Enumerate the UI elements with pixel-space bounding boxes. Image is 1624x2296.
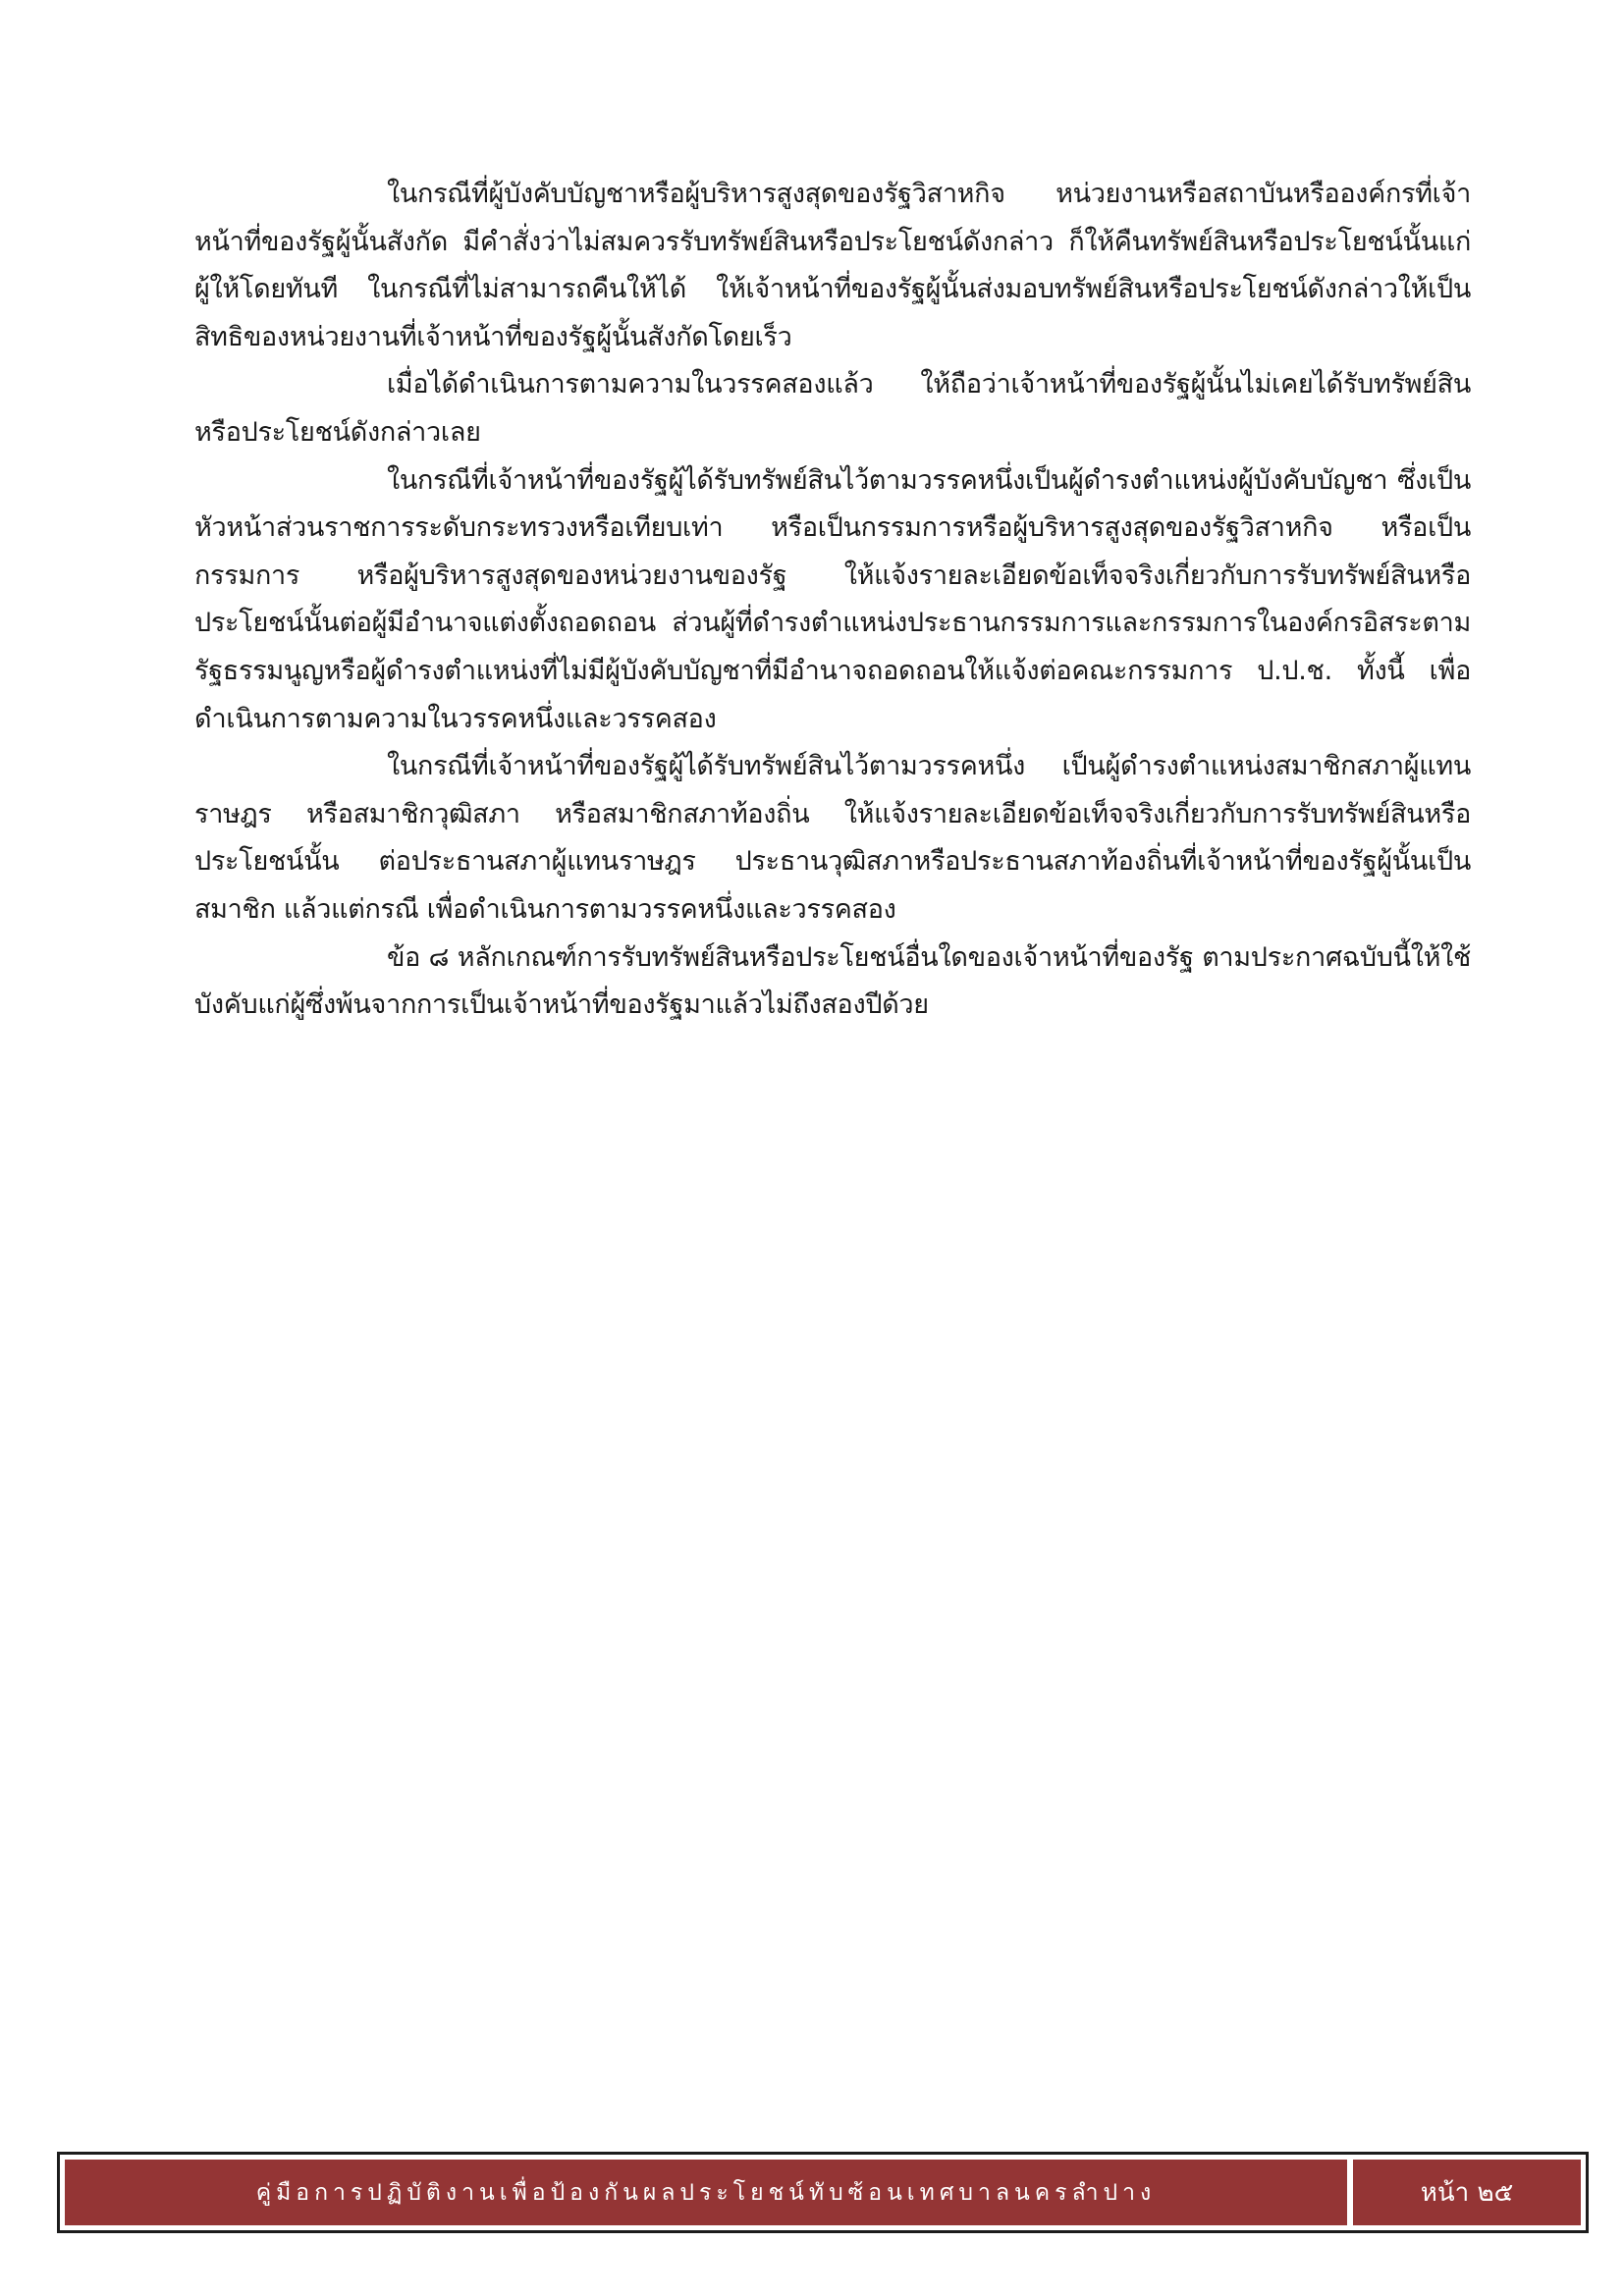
page-footer <box>57 2152 1589 2233</box>
paragraph: เมื่อได้ดำเนินการตามความในวรรคสองแล้ว ให้ถือว่าเจ้าหน้าที่ของรัฐผู้นั้นไม่เคยได้รับทรัพย์สินหรือประโยชน์ดังกล่าวเลย <box>194 369 1471 448</box>
page-number: หน้า ๒๕ <box>1420 2178 1514 2208</box>
footer-title: คู่มือการปฏิบัติงานเพื่อป้องกันผลประโยชน์ทับซ้อนเทศบาลนครลำปาง <box>255 2179 1157 2206</box>
paragraph: ในกรณีที่เจ้าหน้าที่ของรัฐผู้ได้รับทรัพย์สินไว้ตามวรรคหนึ่งเป็นผู้ดำรงตำแหน่งผู้บังคับบัญชา ซึ่งเป็นหัวหน้าส่วนราชการระดับกระทรวงหรือเทียบเท่า หรือเป็นกรรมการหรือผู้บริหารสูงสุดของรัฐวิสาหกิจ หรือเป็นกรรมการ หรือผู้บริหารสูงสุดของหน่วยงานของรัฐ ให้แจ้งรายละเอียดข้อเท็จจริงเกี่ยวกับการรับทรัพย์สินหรือประโยชน์นั้นต่อผู้มีอำนาจแต่งตั้งถอดถอน ส่วนผู้ที่ดำรงตำแหน่งประธานกรรมการและกรรมการในองค์กรอิสระตามรัฐธรรมนูญหรือผู้ดำรงตำแหน่งที่ไม่มีผู้บังคับบัญชาที่มีอำนาจถอดถอนให้แจ้งต่อคณะกรรมการ ป.ป.ช. ทั้งนี้ เพื่อดำเนินการตามความในวรรคหนึ่งและวรรคสอง <box>194 464 1471 734</box>
footer-page-box <box>1353 2160 1581 2225</box>
footer-title-box <box>65 2160 1347 2225</box>
footer-bar <box>65 2160 1581 2225</box>
paragraph: ในกรณีที่ผู้บังคับบัญชาหรือผู้บริหารสูงสุดของรัฐวิสาหกิจ หน่วยงานหรือสถาบันหรือองค์กรที่เจ้าหน้าที่ของรัฐผู้นั้นสังกัด มีคำสั่งว่าไม่สมควรรับทรัพย์สินหรือประโยชน์ดังกล่าว ก็ให้คืนทรัพย์สินหรือประโยชน์นั้นแก่ผู้ให้โดยทันที ในกรณีที่ไม่สามารถคืนให้ได้ ให้เจ้าหน้าที่ของรัฐผู้นั้นส่งมอบทรัพย์สินหรือประโยชน์ดังกล่าวให้เป็นสิทธิของหน่วยงานที่เจ้าหน้าที่ของรัฐผู้นั้นสังกัดโดยเร็ว <box>194 179 1471 352</box>
paragraph: ในกรณีที่เจ้าหน้าที่ของรัฐผู้ได้รับทรัพย์สินไว้ตามวรรคหนึ่ง เป็นผู้ดำรงตำแหน่งสมาชิกสภาผู้แทนราษฎร หรือสมาชิกวุฒิสภา หรือสมาชิกสภาท้องถิ่น ให้แจ้งรายละเอียดข้อเท็จจริงเกี่ยวกับการรับทรัพย์สินหรือประโยชน์นั้น ต่อประธานสภาผู้แทนราษฎร ประธานวุฒิสภาหรือประธานสภาท้องถิ่นที่เจ้าหน้าที่ของรัฐผู้นั้นเป็นสมาชิก แล้วแต่กรณี เพื่อดำเนินการตามวรรคหนึ่งและวรรคสอง <box>194 751 1471 925</box>
paragraph: ข้อ ๘ หลักเกณฑ์การรับทรัพย์สินหรือประโยชน์อื่นใดของเจ้าหน้าที่ของรัฐ ตามประกาศฉบับนี้ให้ใช้บังคับแก่ผู้ซึ่งพ้นจากการเป็นเจ้าหน้าที่ของรัฐมาแล้วไม่ถึงสองปีด้วย <box>194 941 1471 1021</box>
document-body <box>194 171 1471 1030</box>
